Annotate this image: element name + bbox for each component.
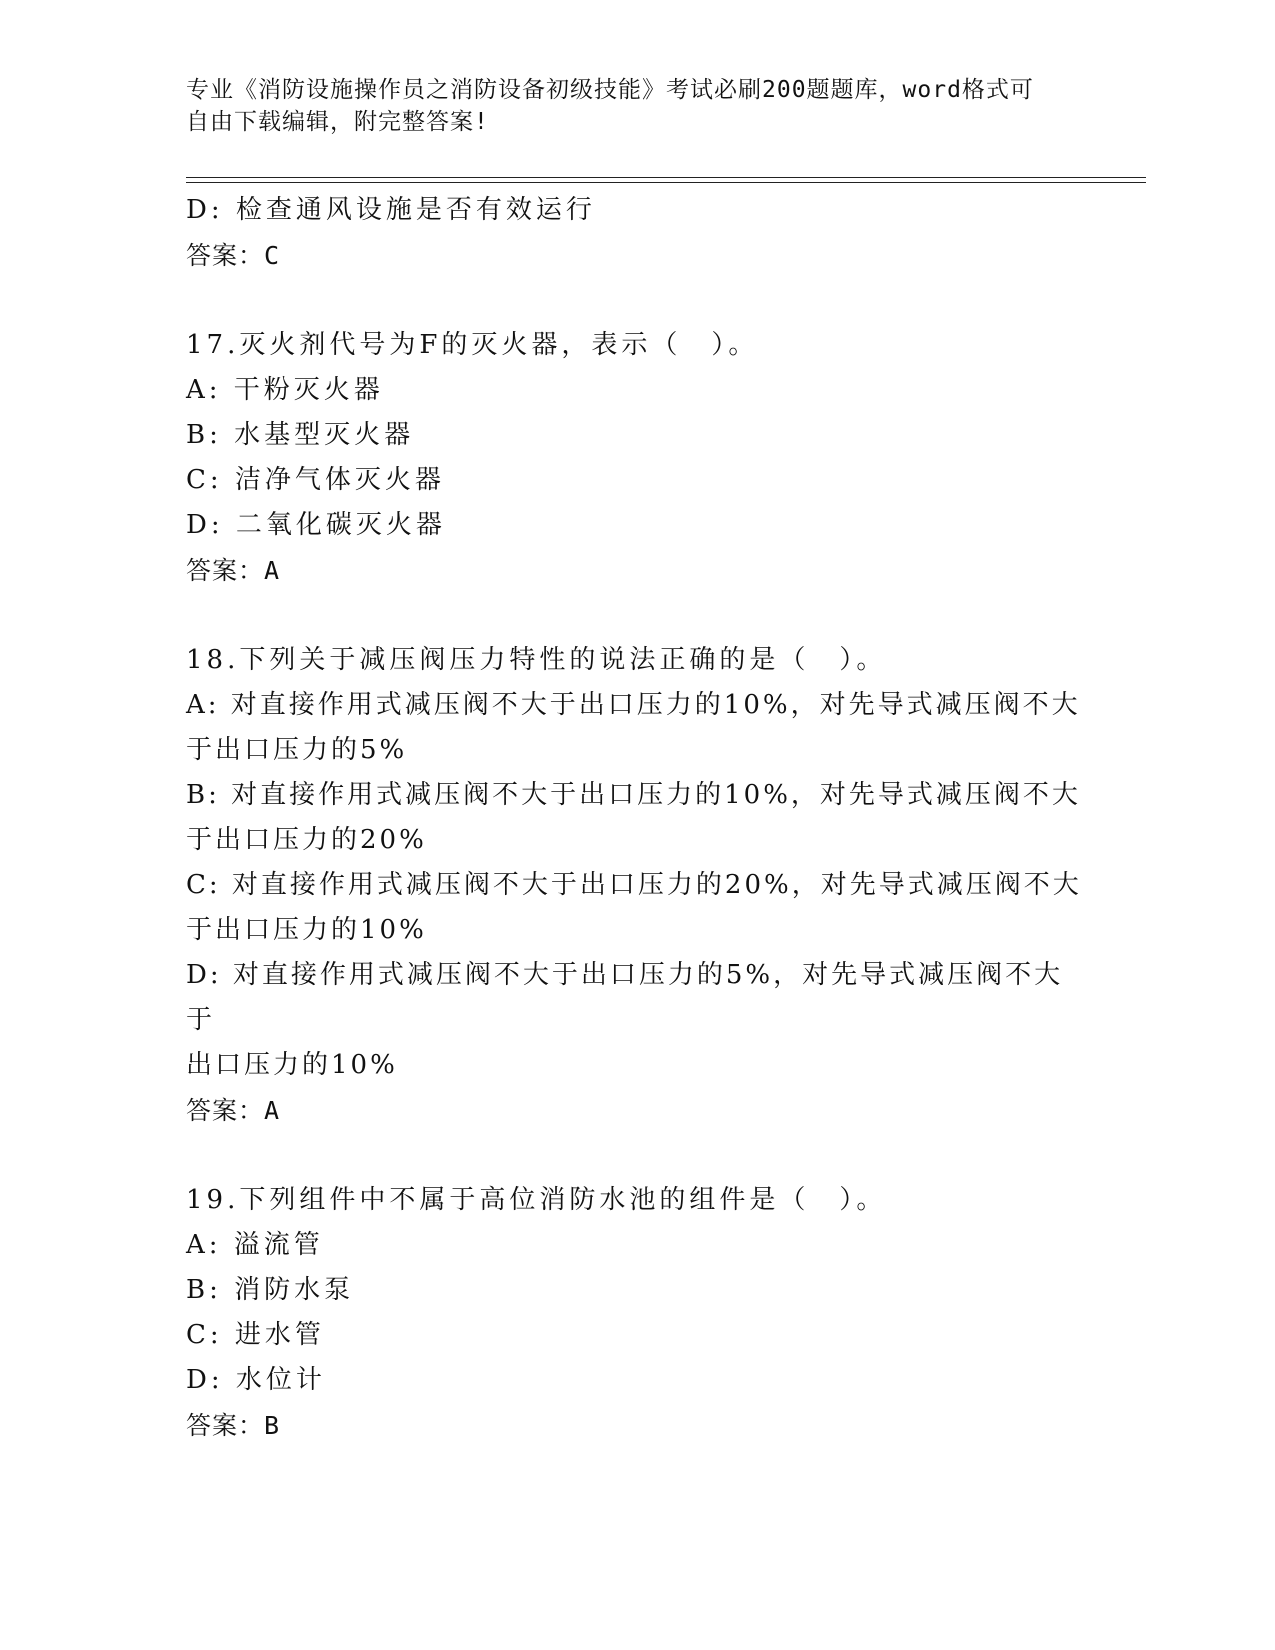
spacer bbox=[186, 593, 1086, 638]
document-header bbox=[186, 74, 1066, 138]
question-text: 17.灭火剂代号为F的灭火器，表示（ ）。 bbox=[186, 330, 759, 360]
question-text: 19.下列组件中不属于高位消防水池的组件是（ ）。 bbox=[186, 1185, 887, 1215]
spacer bbox=[186, 1133, 1086, 1178]
option-a-line-2: 于出口压力的5% bbox=[186, 735, 408, 765]
answer: 答案：C bbox=[186, 241, 281, 270]
question-list bbox=[186, 188, 1086, 1448]
option-c: C: 进水管 bbox=[186, 1320, 325, 1350]
option-a: A: 干粉灭火器 bbox=[186, 375, 384, 405]
option-d: D: 水位计 bbox=[186, 1365, 326, 1395]
answer: 答案：A bbox=[186, 1096, 281, 1125]
question-19 bbox=[186, 1178, 1086, 1448]
question-text: 18.下列关于减压阀压力特性的说法正确的是（ ）。 bbox=[186, 645, 887, 675]
header-line-1: 专业《消防设施操作员之消防设备初级技能》考试必刷200题题库，word格式可 bbox=[186, 77, 1034, 103]
option-b-line-1: B: 对直接作用式减压阀不大于出口压力的10%，对先导式减压阀不大 bbox=[186, 780, 1081, 810]
question-18 bbox=[186, 638, 1086, 1133]
option-c: C: 洁净气体灭火器 bbox=[186, 465, 445, 495]
header-divider-top bbox=[186, 177, 1146, 178]
option-c-line-2: 于出口压力的10% bbox=[186, 915, 427, 945]
answer: 答案：B bbox=[186, 1411, 281, 1440]
question-17 bbox=[186, 323, 1086, 593]
option-a-line-1: A: 对直接作用式减压阀不大于出口压力的10%，对先导式减压阀不大 bbox=[186, 690, 1081, 720]
question-16-fragment bbox=[186, 188, 1086, 278]
option-d: D: 二氧化碳灭火器 bbox=[186, 510, 446, 540]
header-divider-bottom bbox=[186, 182, 1146, 183]
option-d-line-1: D: 对直接作用式减压阀不大于出口压力的5%，对先导式减压阀不大于 bbox=[186, 960, 1064, 1035]
option-a: A: 溢流管 bbox=[186, 1230, 324, 1260]
option-c-line-1: C: 对直接作用式减压阀不大于出口压力的20%，对先导式减压阀不大 bbox=[186, 870, 1082, 900]
option-b: B: 消防水泵 bbox=[186, 1275, 355, 1305]
header-line-2: 自由下载编辑，附完整答案! bbox=[186, 109, 489, 135]
answer: 答案：A bbox=[186, 556, 281, 585]
option-b-line-2: 于出口压力的20% bbox=[186, 825, 427, 855]
option-b: B: 水基型灭火器 bbox=[186, 420, 415, 450]
option-d-line-2: 出口压力的10% bbox=[186, 1050, 398, 1080]
spacer bbox=[186, 278, 1086, 323]
option-d: D: 检查通风设施是否有效运行 bbox=[186, 195, 596, 225]
